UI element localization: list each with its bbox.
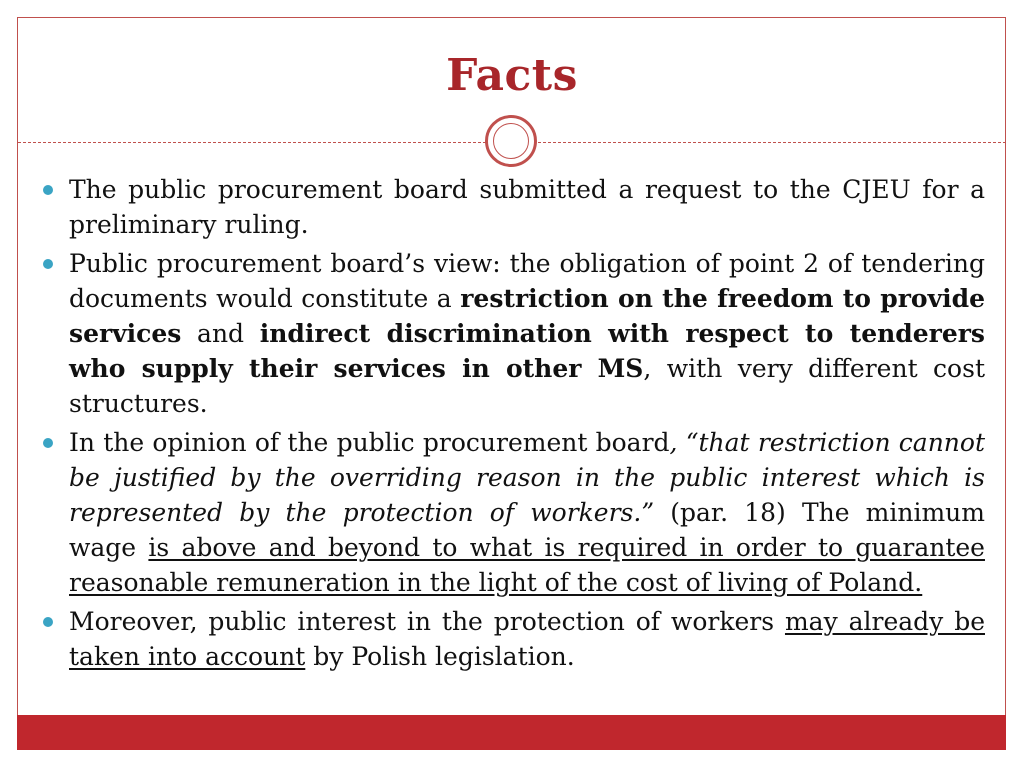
bullet-1-text: The public procurement board submitted a request to the CJEU for a preliminary ruling. bbox=[69, 175, 985, 239]
circle-ornament-icon bbox=[485, 115, 537, 167]
bullet-3-text-intro: In the opinion of the public procurement board bbox=[69, 428, 670, 457]
bullet-2-text-and: and bbox=[181, 319, 260, 348]
bullet-2-text-end: , with very different cost structures. bbox=[69, 354, 985, 418]
bullet-3-underlined: is above and beyond to what is required in order to guarantee reasonable remuneration in the light of the cost of living of Poland. bbox=[69, 533, 985, 597]
bullet-item-1 bbox=[40, 172, 985, 242]
bullet-item-2 bbox=[40, 246, 985, 421]
bullet-2-bold-discrimination: indirect discrimination with respect to tenderers who supply their services in other MS bbox=[69, 319, 985, 383]
bullet-2-text-intro: Public procurement board’s view: the obligation of point 2 of tendering documents would constitute a bbox=[69, 249, 985, 313]
bullet-4-text-end: by Polish legislation. bbox=[305, 642, 575, 671]
bullet-3-text-mid: (par. 18) The minimum wage bbox=[69, 498, 985, 562]
bullet-item-3 bbox=[40, 425, 985, 600]
footer-bar bbox=[17, 715, 1006, 750]
bullet-item-4 bbox=[40, 604, 985, 674]
slide-body bbox=[40, 172, 985, 678]
bullet-4-text-intro: Moreover, public interest in the protection of workers bbox=[69, 607, 785, 636]
slide-title: Facts bbox=[446, 50, 578, 101]
bullet-4-underlined: may already be taken into account bbox=[69, 607, 985, 671]
bullet-2-bold-restriction: restriction on the freedom to provide services bbox=[69, 284, 985, 348]
bullet-list bbox=[40, 172, 985, 674]
bullet-3-quote: , “that restriction cannot be justified by the overriding reason in the public interest which is represented by the protection of workers.” bbox=[69, 428, 986, 527]
